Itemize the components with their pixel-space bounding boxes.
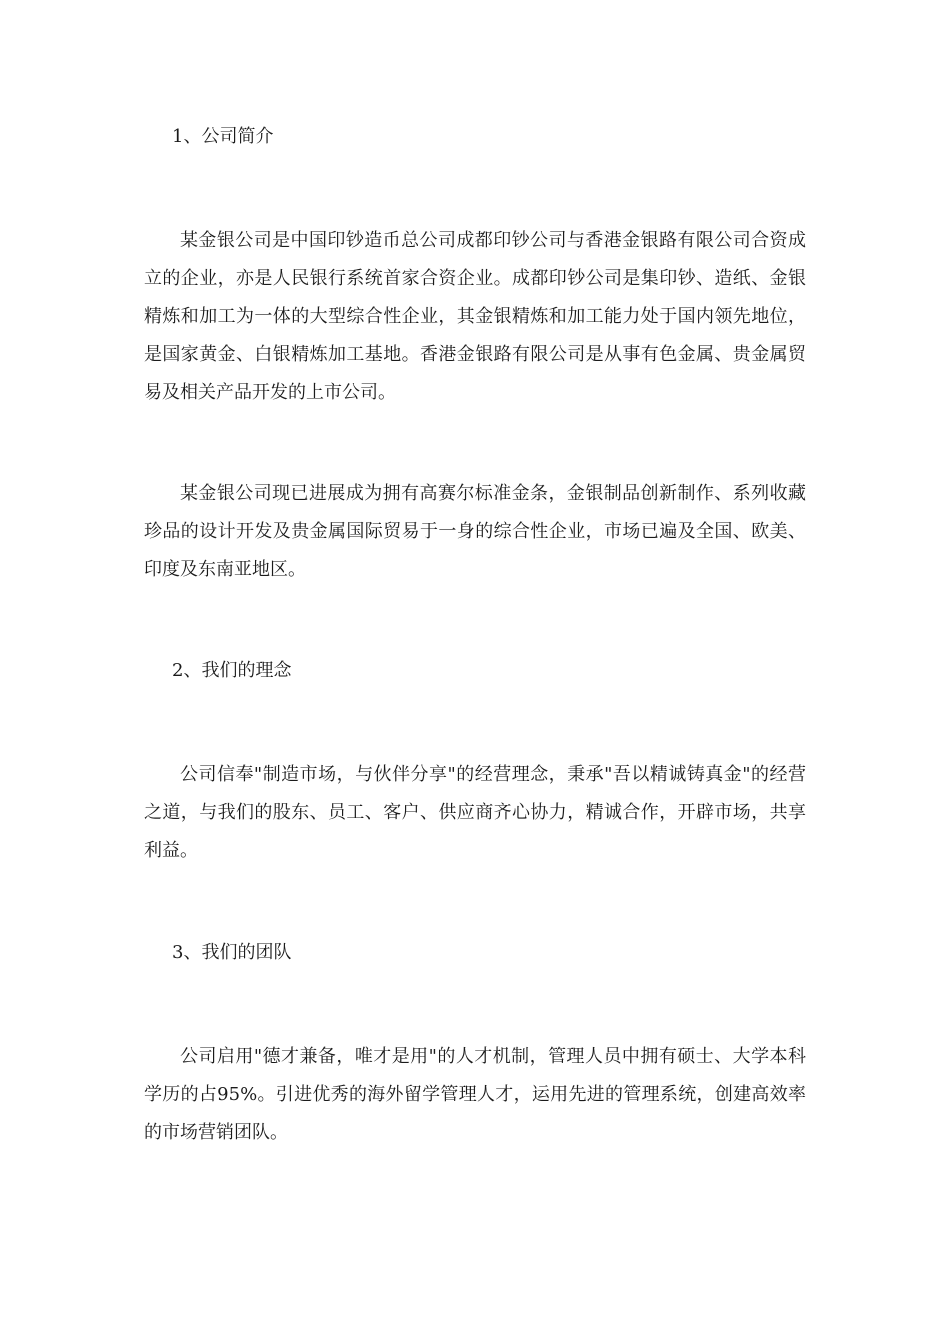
section-heading-our-philosophy: 2、我们的理念	[172, 660, 292, 681]
section-heading-company-intro: 1、公司简介	[172, 126, 274, 147]
paragraph-company-intro-2: 某金银公司现已进展成为拥有高赛尔标准金条，金银制品创新制作、系列收藏珍品的设计开发及贵金属国际贸易于一身的综合性企业，市场已遍及全国、欧美、印度及东南亚地区。	[144, 483, 806, 580]
paragraph-our-philosophy: 公司信奉"制造市场，与伙伴分享"的经营理念，秉承"吾以精诚铸真金"的经营之道，与我们的股东、员工、客户、供应商齐心协力，精诚合作，开辟市场，共享利益。	[144, 764, 806, 861]
paragraph-our-team: 公司启用"德才兼备，唯才是用"的人才机制，管理人员中拥有硕士、大学本科学历的占95%。引进优秀的海外留学管理人才，运用先进的管理系统，创建高效率的市场营销团队。	[144, 1046, 806, 1143]
section-heading-our-team: 3、我们的团队	[172, 942, 292, 963]
paragraph-company-intro-1: 某金银公司是中国印钞造币总公司成都印钞公司与香港金银路有限公司合资成立的企业，亦是人民银行系统首家合资企业。成都印钞公司是集印钞、造纸、金银精炼和加工为一体的大型综合性企业，其金银精炼和加工能力处于国内领先地位，是国家黄金、白银精炼加工基地。香港金银路有限公司是从事有色金属、贵金属贸易及相关产品开发的上市公司。	[144, 230, 806, 403]
